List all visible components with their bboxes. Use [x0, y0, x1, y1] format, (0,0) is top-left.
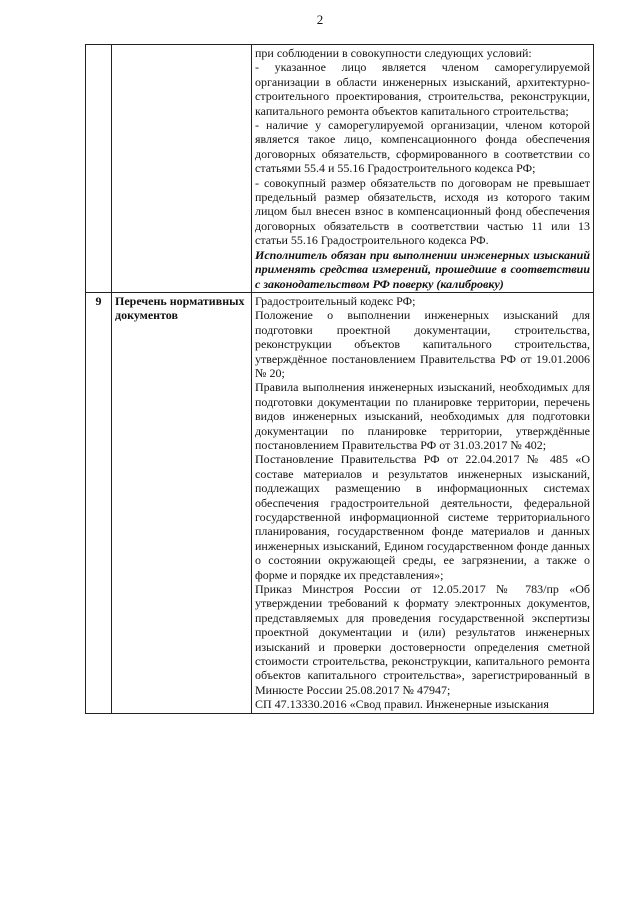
table-row: [86, 45, 594, 293]
paragraph: Градостроительный кодекс РФ;: [255, 293, 416, 308]
paragraph: - совокупный размер обязательств по договорам не превышает предельный размер обязательств, исходя из которого таким лицом был внесен взнос в компенсационный фонд обеспечения договорных обязательств в соответствии частью 11 или 13 статьи 55.16 Градостроительного кодекса РФ.: [255, 175, 590, 248]
row-number: 9: [86, 292, 112, 713]
page-number: 2: [316, 12, 324, 27]
row-number: [86, 45, 112, 293]
row-content: [252, 45, 594, 293]
row-content: [252, 292, 594, 713]
emphasis-paragraph: Исполнитель обязан при выполнении инженерных изысканий применять средства измерений, прошедшие в соответствии с законодательством РФ поверку (калибровку): [255, 247, 590, 291]
paragraph: СП 47.13330.2016 «Свод правил. Инженерные изыскания: [255, 697, 549, 712]
table-row: [86, 292, 594, 713]
paragraph: Постановление Правительства РФ от 22.04.2017 № 485 «О составе материалов и результатов инженерных изысканий, подлежащих размещению в информационных системах обеспечения градостроительной деятельности, федеральной государственной информационной системе территориального планирования, государственном фонде материалов и данных инженерных изысканий, Едином государственном фонде данных о состоянии окружающей среды, ее загрязнении, а также о форме и порядке их представления»;: [255, 452, 590, 582]
paragraph: Приказ Минстроя России от 12.05.2017 № 783/пр «Об утверждении требований к формату электронных документов, представляемых для проведения государственной экспертизы проектной документации и (или) результатов инженерных изысканий и проверки достоверности определения сметной стоимости строительства, реконструкции, капитального ремонта объектов капитального строительства», зарегистрированный в Минюсте России 25.08.2017 № 47947;: [255, 582, 590, 697]
paragraph: - наличие у саморегулируемой организации, членом которой является такое лицо, компенсационного фонда обеспечения договорных обязательств, сформированного в соответствии со статьями 55.4 и 55.16 Градостроительного кодекса РФ;: [255, 118, 590, 176]
requirements-table: [85, 44, 594, 714]
paragraph: Положение о выполнении инженерных изысканий для подготовки проектной документации, строительства, реконструкции объектов капитального строительства, утверждённое постановлением Правительства РФ от 19.01.2006 № 20;: [255, 308, 590, 380]
paragraph: при соблюдении в совокупности следующих условий:: [255, 46, 532, 60]
row-label: [112, 45, 252, 293]
paragraph: - указанное лицо является членом саморегулируемой организации в области инженерных изысканий, архитектурно-строительного проектирования, строительства, реконструкции, капитального ремонта объектов капитального строительства;: [255, 60, 590, 118]
row-label: Перечень нормативных документов: [112, 292, 252, 713]
paragraph: Правила выполнения инженерных изысканий, необходимых для подготовки документации по планировке территории, перечень видов инженерных изысканий, необходимых для подготовки документации по планировке территории, утверждённые постановлением Правительства РФ от 31.03.2017 № 402;: [255, 380, 590, 452]
